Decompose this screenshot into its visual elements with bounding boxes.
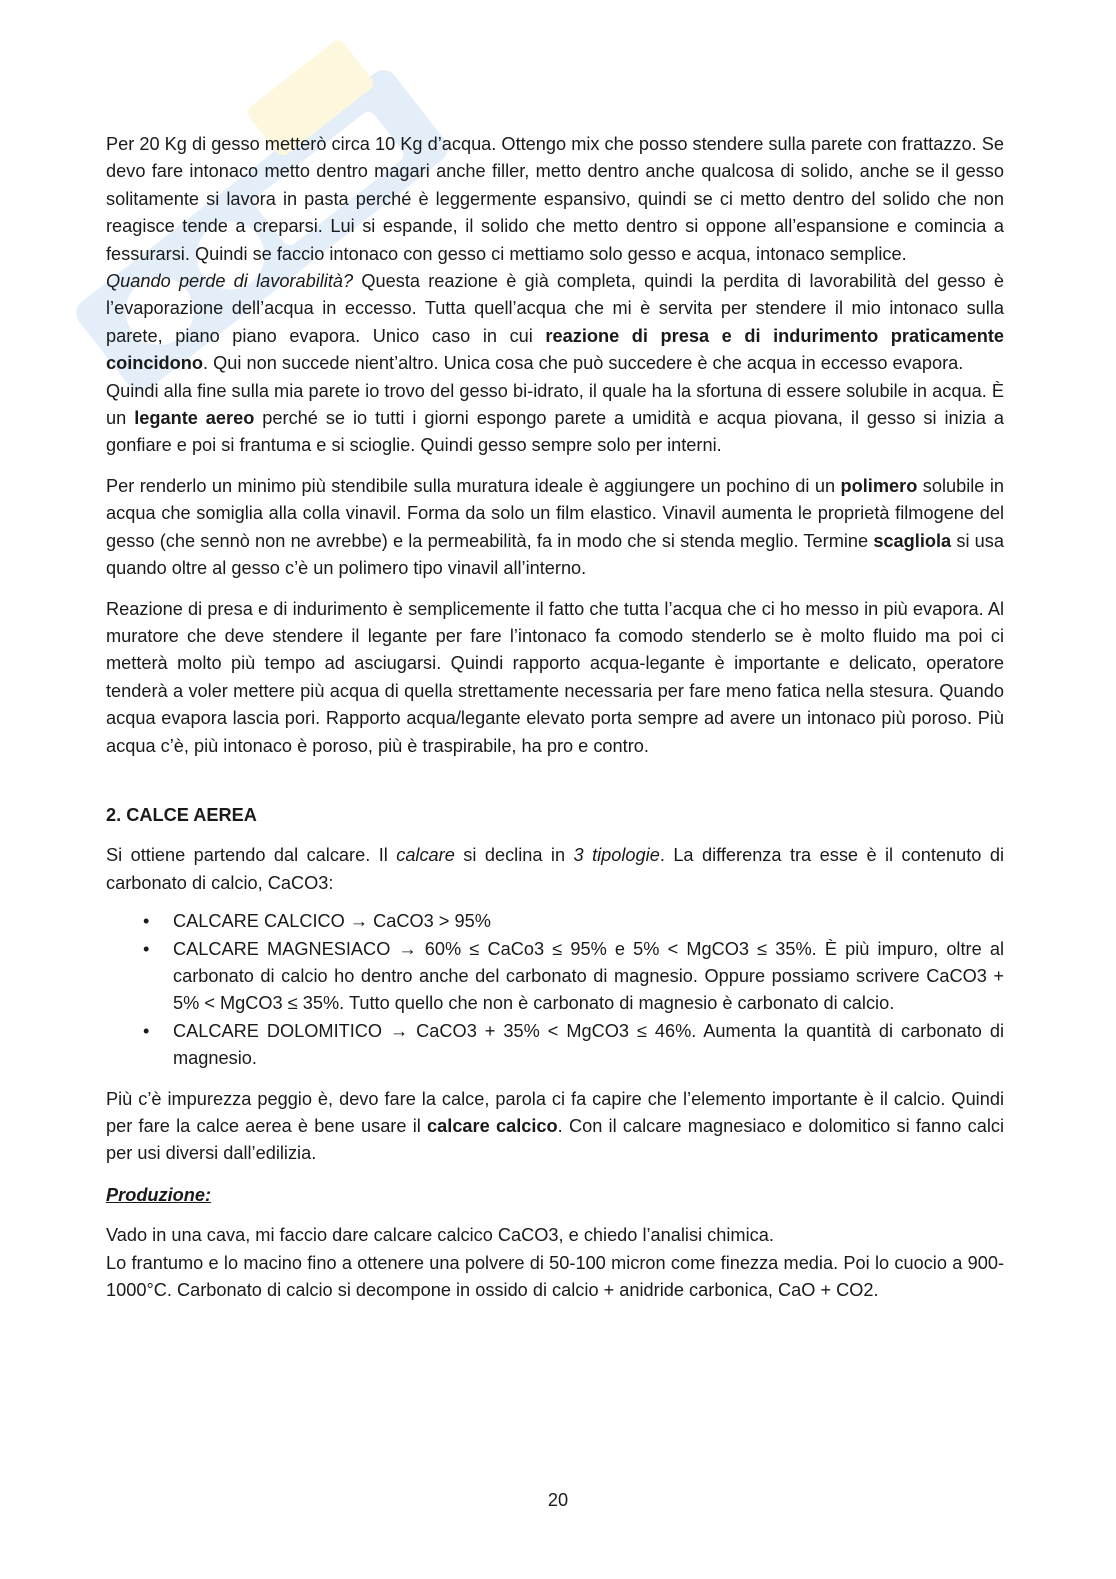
bullet-icon: • — [143, 938, 150, 959]
bold-term: calcare calcico — [427, 1116, 558, 1136]
list-item-text: CALCARE DOLOMITICO → CaCO3 + 35% < MgCO3 ≤ 46%. Aumenta la quantità di carbonato di magnesio. — [173, 1020, 1004, 1069]
paragraph-gesso-mix — [106, 131, 1004, 268]
text: . Con il calcare magnesiaco e dolomitico si fanno calci per usi diversi dall’edilizia. — [106, 1116, 1005, 1164]
text: Reazione di presa e di indurimento è semplicemente il fatto che tutta l’acqua che ci ho messo in più evapora. Al muratore che deve stendere il legante per fare l’intonaco fa comodo stenderlo se è molto fluido ma poi ci metterà molto più tempo ad asciugarsi. Quindi rapporto acqua-legante è importante e delicato, operatore tenderà a voler mettere più acqua di quella strettamente necessaria per fare meno fatica nella stesura. Quando acqua evapora lascia pori. Rapporto acqua/legante elevato porta sempre ad avere un intonaco più poroso. Più acqua c’è, più intonaco è poroso, più è traspirabile, ha pro e contro. — [106, 598, 1004, 756]
text: Per 20 Kg di gesso metterò circa 10 Kg d’acqua. Ottengo mix che posso stendere sulla parete con frattazzo. Se devo fare intonaco metto dentro magari anche filler, metto dentro anche qualcosa di solido, anche se il gesso solitamente si lavora in pasta perché è leggermente espansivo, quindi se ci metto dentro del solido che non reagisce tende a creparsi. Lui si espande, il solido che metto dentro si oppone all’espansione e comincia a fessurarsi. Quindi se faccio intonaco con gesso ci mettiamo solo gesso e acqua, intonaco semplice. — [106, 134, 1004, 264]
text: solubile in acqua che somiglia alla colla vinavil. Forma da solo un film elastico. Vinavil aumenta le proprietà filmogene del gesso (che sennò non ne avrebbe) e la permeabilità, fa in modo che si stenda meglio. Termine — [106, 475, 1004, 551]
text: Lo frantumo e lo macino fino a ottenere una polvere di 50-100 micron come finezza media. Poi lo cuocio a 900-1000°C. Carbonato di calcio si decompone in ossido di calcio + anidride carbonica, CaO + CO2. — [106, 1252, 1004, 1301]
paragraph-calcare — [106, 842, 1004, 897]
italic-term: 3 tipologie — [573, 845, 660, 866]
paragraph-lavorabilita — [106, 268, 1004, 378]
text: Per renderlo un minimo più stendibile sulla muratura ideale è aggiungere un pochino di un — [106, 475, 841, 496]
text: si usa quando oltre al gesso c’è un polimero tipo vinavil all’interno. — [106, 530, 1004, 579]
text: Questa reazione è già completa, quindi la perdita di lavorabilità del gesso è l’evaporazione dell’acqua in eccesso. Tutta quell’acqua che mi è servita per stendere il mio intonaco sulla parete, piano piano evapora. Unico caso in cui — [106, 271, 1004, 346]
text: Si ottiene partendo dal calcare. Il — [106, 845, 397, 866]
italic-term: calcare — [396, 845, 455, 866]
calcare-types-list — [106, 908, 1004, 1072]
list-item — [143, 1018, 1004, 1073]
text: . La differenza tra esse è il contenuto di carbonato di calcio, CaCO3: — [106, 845, 1004, 893]
paragraph-legante-aereo — [106, 378, 1004, 460]
list-item-text: CALCARE CALCICO → CaCO3 > 95% — [173, 911, 491, 932]
italic-question: Quando perde di lavorabilità? — [106, 271, 354, 292]
section-heading: 2. CALCE AEREA — [106, 804, 257, 825]
list-item — [143, 936, 1004, 1018]
document-body — [106, 131, 1004, 1304]
text: perché se io tutti i giorni espongo parete a umidità e acqua piovana, il gesso si inizia a gonfiare e poi si frantuma e si scioglie. Quindi gesso sempre solo per interni. — [106, 408, 1004, 456]
bold-term: reazione di presa e di indurimento praticamente coincidono — [106, 325, 1004, 374]
subheading-produzione: Produzione: — [106, 1184, 212, 1205]
page-number: 20 — [547, 1490, 569, 1510]
paragraph-presa-indurimento — [106, 596, 1004, 760]
text: Quindi alla fine sulla mia parete io trovo del gesso bi-idrato, il quale ha la sfortuna di essere solubile in acqua. È un — [106, 380, 1004, 429]
list-item-text: CALCARE MAGNESIACO → 60% ≤ CaCo3 ≤ 95% e 5% < MgCO3 ≤ 35%. È più impuro, oltre al carbonato di calcio ho dentro anche del carbonato di magnesio. Oppure possiamo scrivere CaCO3 + 5% < MgCO3 ≤ 35%. Tutto quello che non è carbonato di magnesio è carbonato di calcio. — [173, 938, 1004, 1014]
bullet-icon: • — [143, 1020, 150, 1041]
text: . Qui non succede nient’altro. Unica cosa che può succedere è che acqua in eccesso evapora. — [203, 353, 964, 374]
list-item — [143, 908, 1004, 935]
text: Più c’è impurezza peggio è, devo fare la calce, parola ci fa capire che l’elemento importante è il calcio. Quindi per fare la calce aerea è bene usare il — [106, 1088, 1004, 1136]
bullet-icon: • — [143, 911, 150, 932]
bold-term: polimero — [840, 475, 918, 496]
bold-term: scagliola — [873, 530, 952, 551]
bold-term: legante aereo — [134, 408, 255, 429]
text: si declina in — [454, 845, 574, 866]
paragraph-produzione — [106, 1222, 1004, 1304]
text: Vado in una cava, mi faccio dare calcare calcico CaCO3, e chiedo l’analisi chimica. — [106, 1225, 774, 1246]
paragraph-polimero — [106, 473, 1004, 583]
paragraph-impurezza — [106, 1086, 1004, 1168]
